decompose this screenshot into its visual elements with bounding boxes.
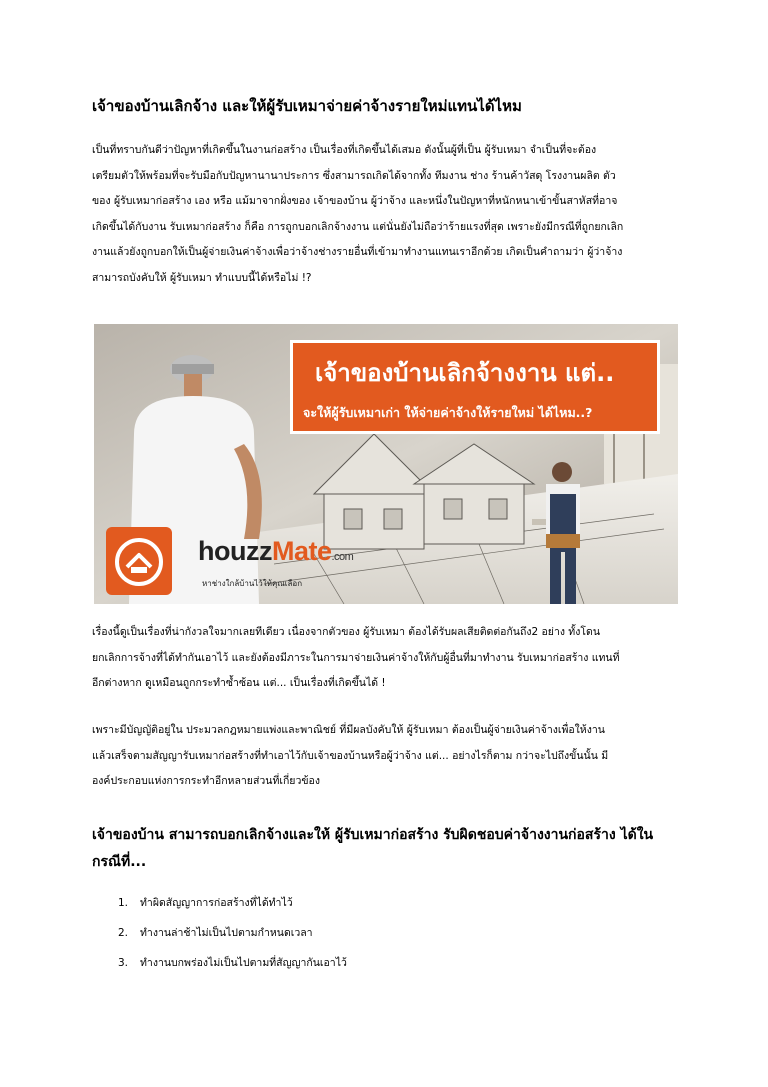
text-line: ยกเลิกการจ้างที่ได้ทำกันเอาไว้ และยังต้องมีภาระในการมาจ่ายเงินค่าจ้างให้กับผู้อื่นที่มาทำงาน รับเหมาก่อสร้าง แทนที่: [92, 651, 620, 664]
paragraph-2: [92, 620, 682, 697]
text-line: เป็นที่ทราบกันดีว่าปัญหาที่เกิดขึ้นในงานก่อสร้าง เป็นเรื่องที่เกิดขึ้นได้เสมอ ดังนั้นผู้ที่เป็น ผู้รับเหมา จำเป็นที่จะต้อง: [92, 144, 597, 156]
banner-headline: เจ้าของบ้านเลิกจ้างงาน แต่..: [315, 359, 615, 387]
heading-line: กรณีที่...: [92, 854, 147, 870]
heading-line: เจ้าของบ้าน สามารถบอกเลิกจ้างและให้ ผู้รับเหมาก่อสร้าง รับผิดชอบค่าจ้างงานก่อสร้าง ได้ใน: [92, 827, 654, 843]
text-line: เกิดขึ้นได้กับงาน รับเหมาก่อสร้าง ก็คือ การถูกบอกเลิกจ้างงาน แต่นั่นยังไม่ถือว่าร้ายแรงที่สุด เพราะยังมีกรณีที่ถูกยกเลิก: [92, 220, 624, 233]
text-line: ของ ผู้รับเหมาก่อสร้าง เอง หรือ แม้มาจากฝั่งของ เจ้าของบ้าน ผู้ว่าจ้าง และหนึ่งในปัญหาที่หนักหนาเข้าขั้นสาหัสที่อาจ: [92, 195, 618, 208]
brand-mate: Mate: [271, 536, 332, 566]
list-number: 1.: [118, 897, 129, 909]
list-number: 3.: [118, 957, 129, 969]
list-item: [118, 923, 678, 953]
text-line: งานแล้วยังถูกบอกให้เป็นผู้จ่ายเงินค่าจ้างเพื่อว่าจ้างช่างรายอื่นที่เข้ามาทำงานแทนเราอีกด้วย เกิดเป็นคำถามว่า ผู้ว่าจ้าง: [92, 246, 623, 259]
list-text: ทำงานล่าช้าไม่เป็นไปตามกำหนดเวลา: [140, 927, 313, 939]
intro-paragraph: [92, 138, 682, 292]
text-line: องค์ประกอบแห่งการกระทำอีกหลายส่วนที่เกี่ยวข้อง: [92, 775, 320, 788]
brand-wordmark: [198, 536, 353, 567]
article-banner-image: [94, 324, 678, 604]
text-line: เตรียมตัวให้พร้อมที่จะรับมือกับปัญหานานาประการ ซึ่งสามารถเกิดได้จากทั้ง ทีมงาน ช่าง ร้านค้าวัสดุ โรงงานผลิต ตัว: [92, 169, 616, 182]
banner-subheadline: จะให้ผู้รับเหมาเก่า ให้จ่ายค่าจ้างให้รายใหม่ ได้ไหม..?: [303, 405, 593, 420]
list-text: ทำงานบกพร่องไม่เป็นไปตามที่สัญญากันเอาไว้: [140, 957, 347, 969]
brand-tagline: หาช่างใกล้บ้านไว้ให้คุณเลือก: [202, 579, 303, 588]
brand-domain: .com: [331, 551, 354, 563]
banner-headline-box: [290, 340, 660, 434]
text-line: สามารถบังคับให้ ผู้รับเหมา ทำแบบนี้ได้หรือไม่ !?: [92, 271, 312, 284]
list-number: 2.: [118, 927, 129, 939]
paragraph-3: [92, 718, 682, 795]
list-item: [118, 953, 678, 983]
text-line: แล้วเสร็จตามสัญญารับเหมาก่อสร้างที่ทำเอาไว้กับเจ้าของบ้านหรือผู้ว่าจ้าง แต่... อย่างไรก็ตาม กว่าจะไปถึงขั้นนั้น มี: [92, 749, 609, 762]
article-title: เจ้าของบ้านเลิกจ้าง และให้ผู้รับเหมาจ่ายค่าจ้างรายใหม่แทนได้ไหม: [92, 97, 522, 115]
text-line: เพราะมีบัญญัติอยู่ใน ประมวลกฎหมายแพ่งและพาณิชย์ ที่มีผลบังคับให้ ผู้รับเหมา ต้องเป็นผู้จ่ายเงินค่าจ้างเพื่อให้งาน: [92, 724, 605, 736]
brand-houzz: houzz: [198, 536, 272, 566]
text-line: เรื่องนี้ดูเป็นเรื่องที่น่ากังวลใจมากเลยทีเดียว เนื่องจากตัวของ ผู้รับเหมา ต้องได้รับผลเสียติดต่อกันถึง2 อย่าง ทั้งโดน: [92, 626, 600, 638]
list-item: [118, 893, 678, 923]
list-text: ทำผิดสัญญาการก่อสร้างที่ได้ทำไว้: [140, 897, 293, 909]
section-heading: [92, 822, 692, 876]
conditions-list: [118, 893, 678, 983]
home-icon: [106, 527, 172, 595]
text-line: อีกต่างหาก ดูเหมือนถูกกระทำซ้ำซ้อน แต่... เป็นเรื่องที่เกิดขึ้นได้ !: [92, 677, 386, 690]
houzzmate-logo: [106, 527, 172, 595]
